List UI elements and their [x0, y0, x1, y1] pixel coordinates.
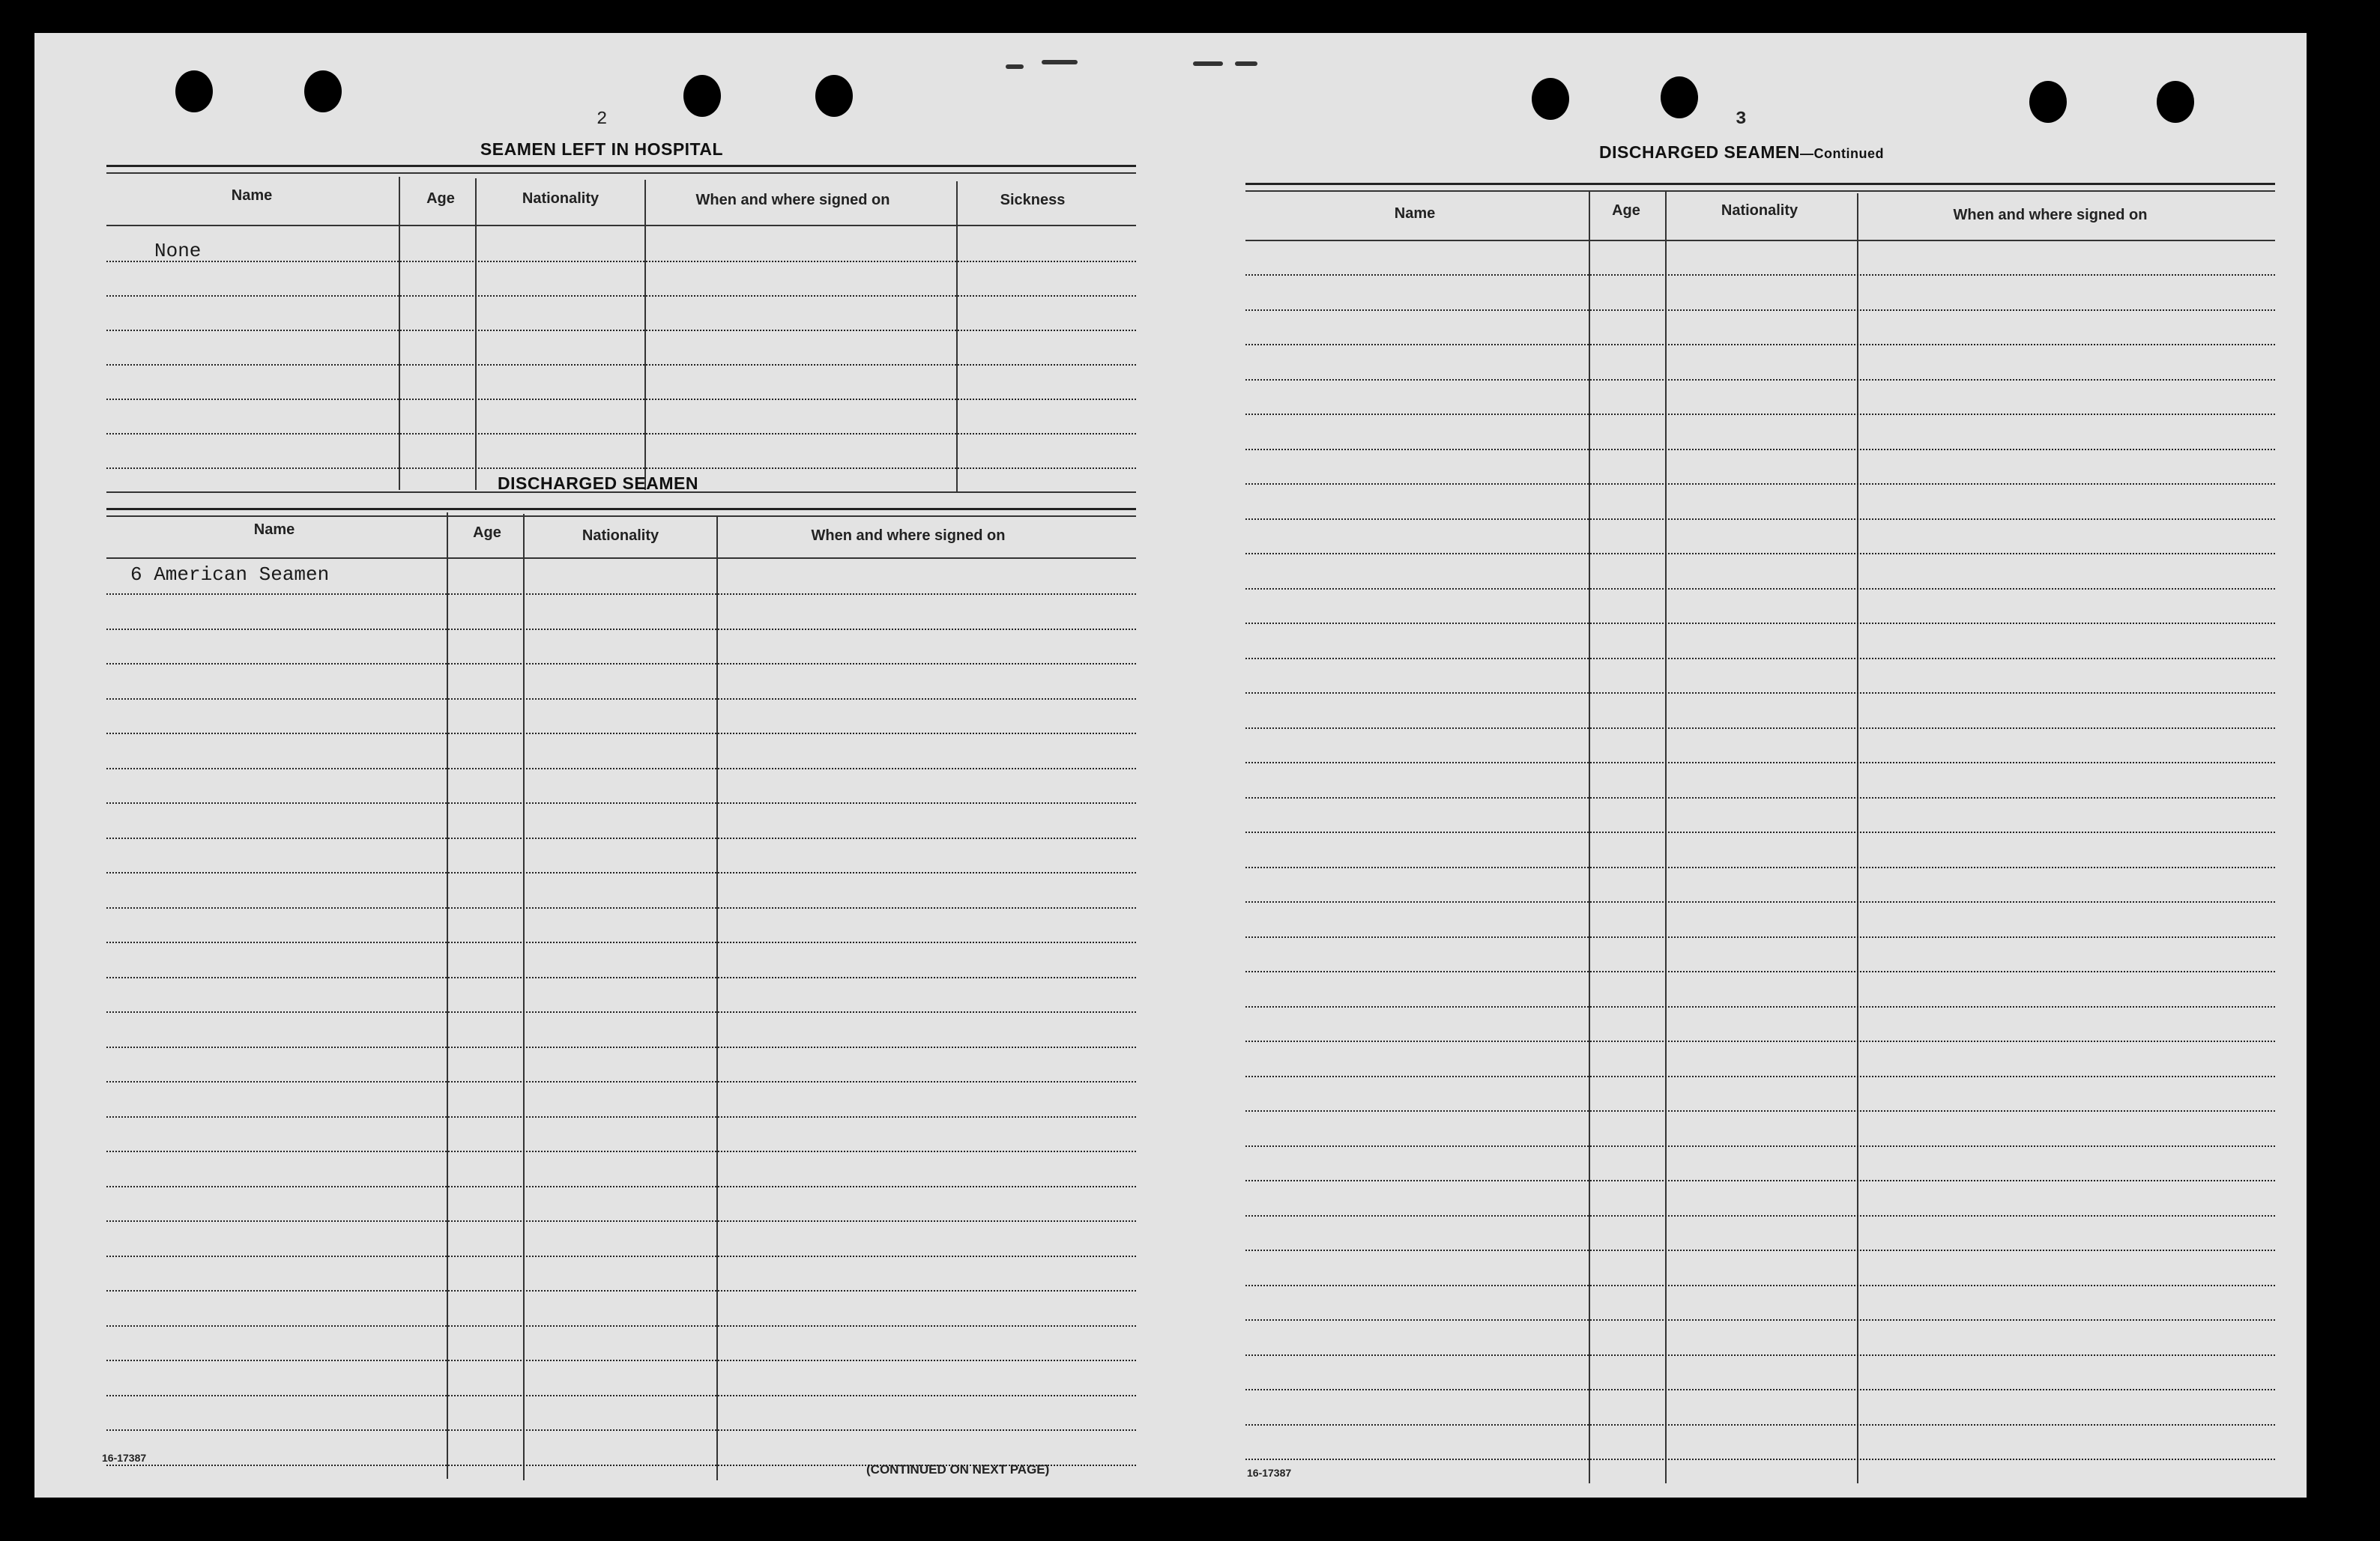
table-row	[106, 295, 1136, 297]
table-row	[1245, 518, 2275, 520]
table-row	[106, 768, 1136, 769]
header-underline	[1245, 240, 2275, 241]
column-header-sickness: Sickness	[1000, 192, 1066, 208]
form-number: 16-17387	[1247, 1467, 1292, 1479]
table-row	[106, 1011, 1136, 1013]
hospital-section-title: SEAMEN LEFT IN HOSPITAL	[480, 139, 724, 159]
table-row	[106, 433, 1136, 435]
table-row	[106, 1325, 1136, 1327]
section-rule	[106, 515, 1136, 517]
table-row	[106, 629, 1136, 630]
section-rule	[106, 508, 1136, 510]
table-row	[1245, 1041, 2275, 1042]
hospital-entry-name: None	[154, 240, 202, 262]
table-row	[106, 593, 1136, 595]
table-row	[106, 942, 1136, 943]
column-divider	[716, 517, 718, 1480]
table-row	[1245, 344, 2275, 345]
column-divider	[644, 180, 646, 490]
table-row	[1245, 1145, 2275, 1147]
table-row	[1245, 414, 2275, 415]
ledger-sheet	[34, 33, 2307, 1498]
section-rule	[106, 172, 1136, 174]
table-row	[106, 1429, 1136, 1431]
table-row	[1245, 692, 2275, 694]
form-number: 16-17387	[102, 1452, 147, 1464]
table-row	[106, 907, 1136, 909]
column-header-nationality: Nationality	[522, 190, 599, 207]
binder-hole	[1532, 78, 1569, 120]
table-row	[106, 330, 1136, 331]
section-rule	[1245, 183, 2275, 185]
table-row	[1245, 483, 2275, 485]
column-divider	[1665, 192, 1667, 1483]
table-row	[1245, 658, 2275, 659]
column-header-when-where: When and where signed on	[1953, 207, 2148, 223]
table-row	[1245, 1459, 2275, 1460]
table-row	[1245, 1076, 2275, 1077]
table-row	[1245, 274, 2275, 276]
ink-mark	[1042, 60, 1078, 64]
binder-hole	[1661, 76, 1698, 118]
table-row	[1245, 1180, 2275, 1181]
column-header-name: Name	[231, 187, 273, 204]
table-row	[106, 838, 1136, 839]
column-header-nationality: Nationality	[1721, 202, 1798, 219]
table-row	[1245, 1354, 2275, 1356]
binder-hole	[815, 75, 853, 117]
column-header-nationality: Nationality	[582, 527, 659, 544]
table-row	[106, 1081, 1136, 1083]
column-header-when-where: When and where signed on	[811, 527, 1006, 544]
table-row	[1245, 449, 2275, 450]
discharged-continued-title-main: DISCHARGED SEAMEN	[1599, 142, 1800, 162]
column-divider	[399, 177, 400, 490]
table-row	[106, 467, 1136, 469]
table-row	[106, 1256, 1136, 1257]
table-row	[106, 1360, 1136, 1361]
table-row	[106, 364, 1136, 366]
column-divider	[1857, 193, 1858, 1483]
table-row	[1245, 1389, 2275, 1390]
column-header-name: Name	[253, 521, 295, 538]
table-row	[106, 1220, 1136, 1222]
table-row	[106, 802, 1136, 804]
discharged-entry-name: 6 American Seamen	[130, 563, 330, 586]
table-row	[1245, 1424, 2275, 1426]
table-row	[1245, 936, 2275, 938]
table-row	[1245, 553, 2275, 554]
column-header-name: Name	[1394, 205, 1436, 222]
table-row	[1245, 1110, 2275, 1112]
table-row	[1245, 762, 2275, 763]
table-row	[106, 977, 1136, 978]
table-row	[1245, 309, 2275, 311]
section-rule	[1245, 190, 2275, 192]
table-row	[1245, 797, 2275, 799]
table-row	[106, 1290, 1136, 1292]
table-row	[1245, 901, 2275, 903]
column-divider	[1589, 192, 1590, 1483]
table-row	[106, 872, 1136, 874]
column-header-age: Age	[1612, 202, 1640, 219]
table-row	[1245, 588, 2275, 590]
table-row	[1245, 832, 2275, 833]
table-row	[1245, 971, 2275, 972]
discharged-continued-title	[1599, 142, 1884, 163]
table-row	[106, 1395, 1136, 1396]
table-row	[106, 399, 1136, 400]
binder-hole	[175, 70, 213, 112]
continued-note: (CONTINUED ON NEXT PAGE)	[866, 1462, 1050, 1477]
table-row	[1245, 379, 2275, 381]
column-divider	[523, 514, 525, 1480]
header-underline	[106, 557, 1136, 559]
table-row	[1245, 623, 2275, 624]
binder-hole	[304, 70, 342, 112]
binder-hole	[683, 75, 721, 117]
table-row	[1245, 727, 2275, 729]
header-underline	[106, 225, 1136, 226]
discharged-section-title: DISCHARGED SEAMEN	[498, 473, 698, 493]
table-row	[106, 261, 1136, 262]
table-row	[106, 733, 1136, 734]
page-number: 3	[1736, 109, 1747, 130]
ink-mark	[1235, 61, 1257, 66]
column-header-age: Age	[473, 524, 501, 541]
table-row	[1245, 867, 2275, 868]
page-number: 2	[596, 109, 608, 130]
table-row	[1245, 1319, 2275, 1321]
binder-hole	[2029, 81, 2067, 123]
column-divider	[956, 181, 958, 491]
table-row	[106, 1116, 1136, 1118]
table-row	[1245, 1250, 2275, 1251]
column-header-age: Age	[426, 190, 455, 207]
table-row	[106, 663, 1136, 664]
table-row	[1245, 1215, 2275, 1217]
continued-suffix: —Continued	[1799, 146, 1884, 161]
table-row	[106, 1047, 1136, 1048]
section-rule	[106, 165, 1136, 167]
table-row	[106, 698, 1136, 700]
binder-hole	[2157, 81, 2194, 123]
table-row	[1245, 1285, 2275, 1286]
ink-mark	[1006, 64, 1024, 69]
ink-mark	[1193, 61, 1223, 66]
table-row	[1245, 1006, 2275, 1008]
column-header-when-where: When and where signed on	[695, 192, 890, 208]
column-divider	[447, 512, 448, 1479]
table-row	[106, 1151, 1136, 1152]
table-row	[106, 1186, 1136, 1187]
